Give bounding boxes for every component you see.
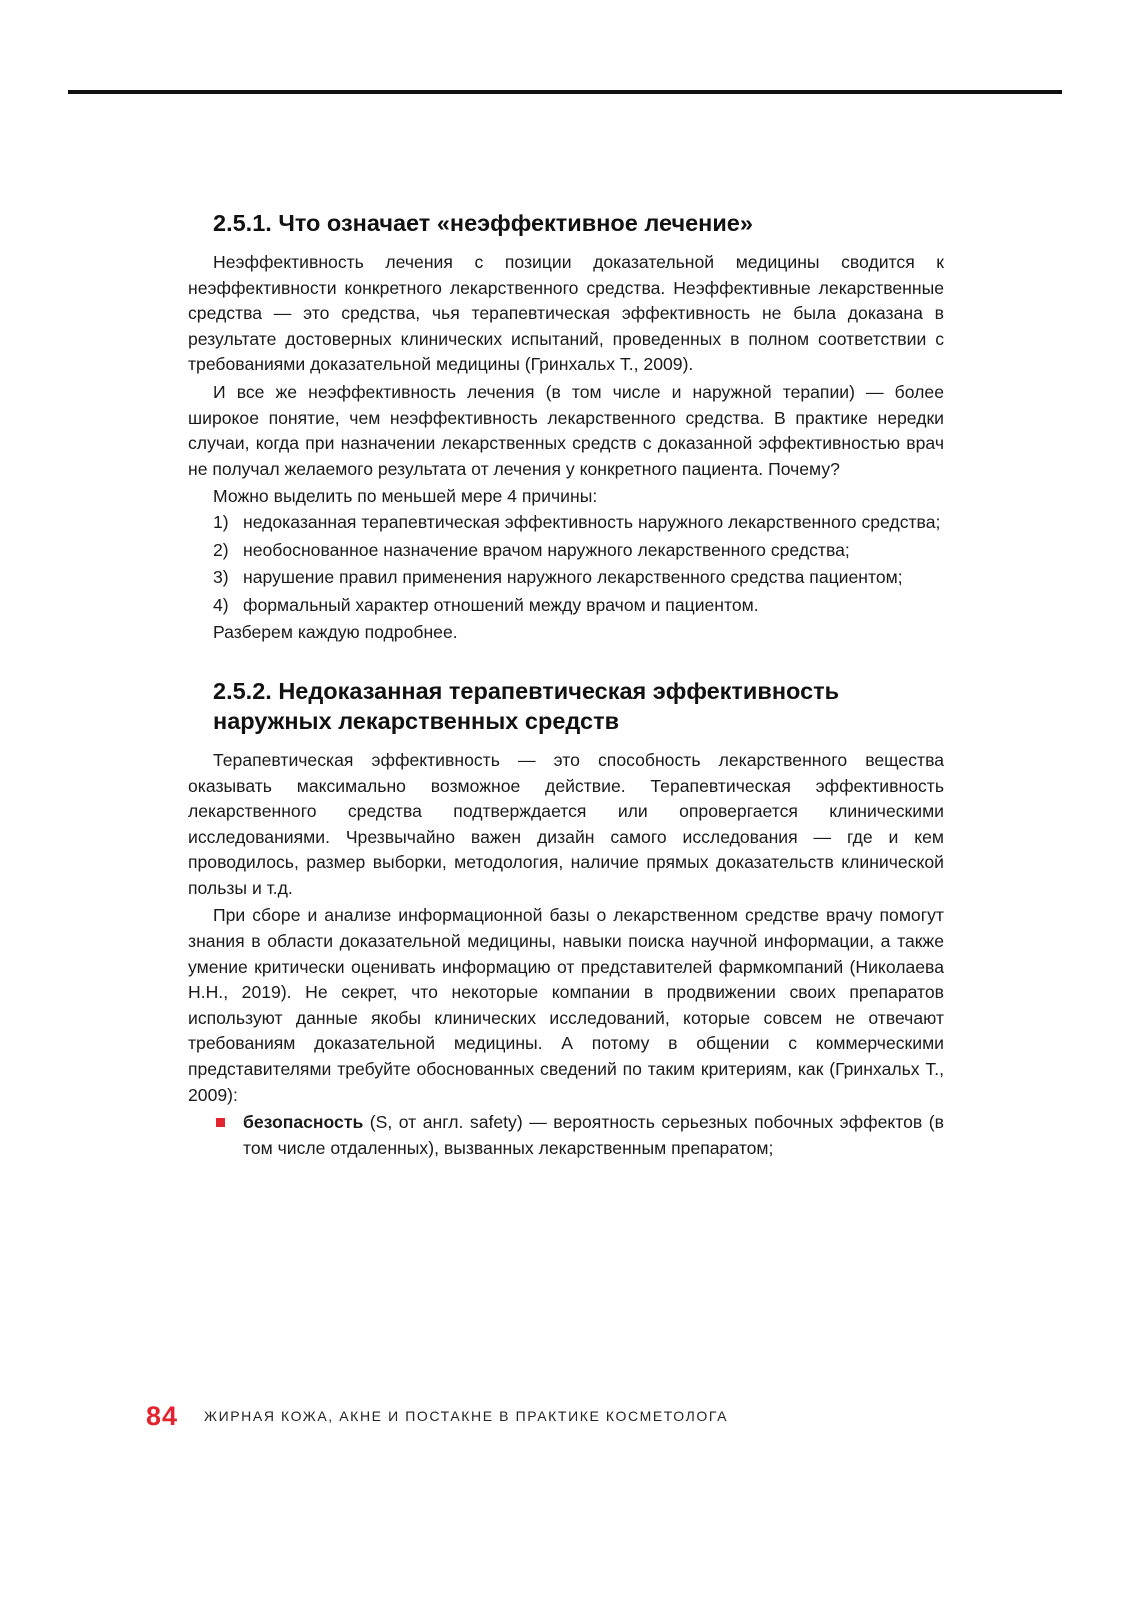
criteria-list: [188, 1110, 944, 1161]
red-square-bullet-icon: [216, 1118, 225, 1127]
reasons-list: [188, 510, 944, 618]
paragraph: И все же неэффективность лечения (в том числе и наружной терапии) — более широкое понятие, чем неэффективность лекарственного средства. В практике нередки случаи, когда при назначении лекарственных средств с доказанной эффективностью врач не получал желаемого результата от лечения у конкретного пациента. Почему?: [188, 381, 944, 479]
list-item: [188, 1110, 944, 1161]
closing-line: Разберем каждую подробнее.: [213, 622, 458, 643]
list-item-text: нарушение правил применения наружного лекарственного средства пациентом;: [243, 567, 903, 588]
paragraph: При сборе и анализе информационной базы о лекарственном средстве врачу помогут знания в области доказательной медицины, навыки поиска научной информации, а также умение критически оценивать информацию от представителей фармкомпаний (Николаева Н.Н., 2019). Не секрет, что некоторые компании в продвижении своих препаратов используют данные якобы клинических исследований, которые совсем не отвечают требованиям доказательной медицины. А потому в общении с коммерческими представителями требуйте обоснованных сведений по таким критериям, как (Гринхальх Т., 2009):: [188, 905, 944, 1105]
list-item-text: формальный характер отношений между врачом и пациентом.: [243, 594, 759, 615]
list-intro: Можно выделить по меньшей мере 4 причины:: [213, 486, 598, 507]
list-item-number: 1): [213, 511, 229, 532]
list-item-text: недоказанная терапевтическая эффективность наружного лекарственного средства;: [243, 511, 941, 532]
list-item-text: необоснованное назначение врачом наружного лекарственного средства;: [243, 539, 850, 560]
paragraph: Неэффективность лечения с позиции доказательной медицины сводится к неэффективности конкретного лекарственного средства. Неэффективные лекарственные средства — это средства, чья терапевтическая эффективность не была доказана в результате достоверных клинических испытаний, проведенных в полном соответствии с требованиями доказательной медицины (Гринхальх Т., 2009).: [188, 252, 944, 375]
paragraph: Терапевтическая эффективность — это способность лекарственного вещества оказывать максимально возможное действие. Терапевтическая эффективность лекарственного средства подтверждается или опровергается клиническими исследованиями. Чрезвычайно важен дизайн самого исследования — где и кем проводилось, размер выборки, методология, наличие прямых доказательств клинической пользы и т.д.: [188, 749, 944, 898]
section-heading-2-5-1: 2.5.1. Что означает «неэффективное лечение»: [213, 210, 753, 236]
criterion-term: безопасность: [243, 1112, 364, 1133]
running-title: ЖИРНАЯ КОЖА, АКНЕ И ПОСТАКНЕ В ПРАКТИКЕ КОСМЕТОЛОГА: [204, 1408, 729, 1424]
list-item: [188, 593, 944, 619]
list-item: [188, 510, 944, 536]
section-heading-2-5-2: 2.5.2. Недоказанная терапевтическая эффективность наружных лекарственных средств: [213, 677, 840, 734]
list-item-number: 2): [213, 539, 229, 560]
criterion-text: (S, от англ. safety) — вероятность серьезных побочных эффектов (в том числе отдаленных), вызванных лекарственным препаратом;: [243, 1112, 944, 1158]
list-item: [188, 565, 944, 591]
list-item-number: 3): [213, 567, 229, 588]
header-rule: [68, 90, 1062, 94]
page-footer: [146, 1401, 728, 1431]
list-item-number: 4): [213, 594, 229, 615]
page-content: [188, 208, 944, 1161]
page-number: 84: [146, 1400, 179, 1431]
list-item: [188, 538, 944, 564]
